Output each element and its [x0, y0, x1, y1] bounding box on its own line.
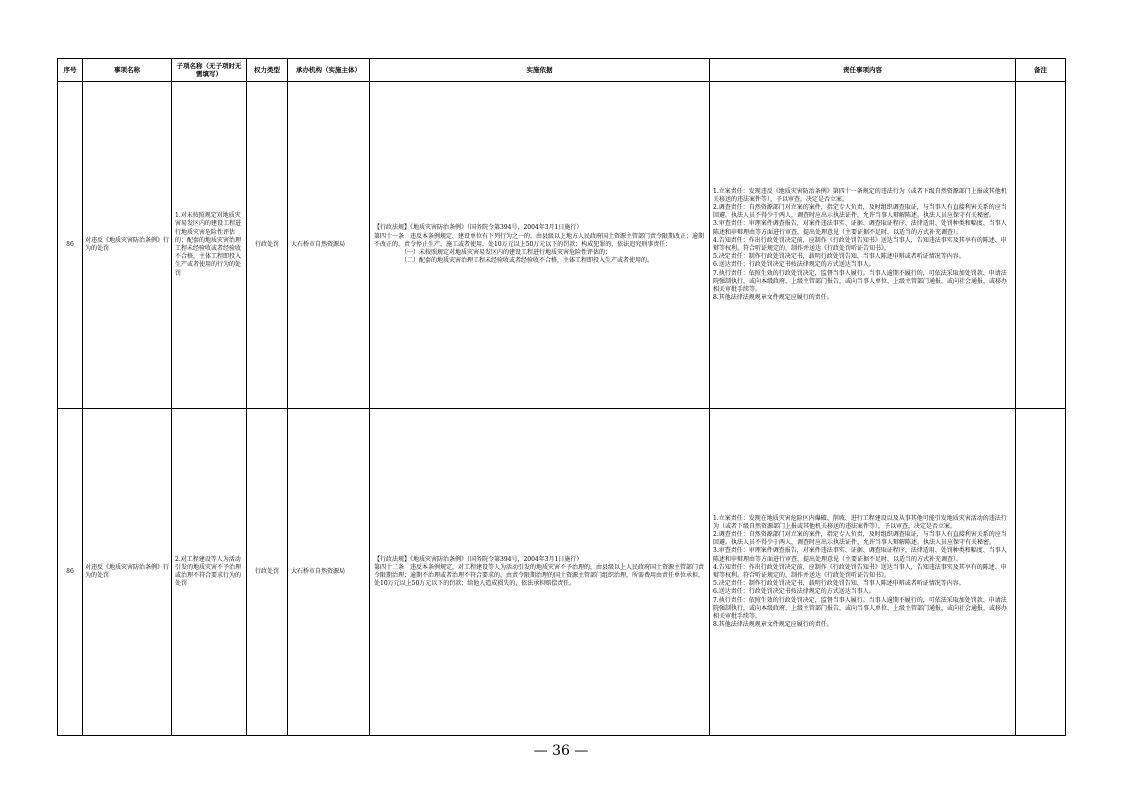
- header-no: 序号: [58, 59, 83, 82]
- cell-power-type: 行政处罚: [247, 82, 288, 409]
- table-row: [58, 409, 1066, 736]
- header-power-type: 权力类型: [247, 59, 288, 82]
- cell-remark: [1016, 82, 1066, 409]
- header-org: 承办机构（实施主体）: [288, 59, 370, 82]
- header-sub-item: 子项名称（无子项时无需填写）: [172, 59, 247, 82]
- cell-org: 大石桥市自然资源局: [288, 82, 370, 409]
- power-list-table: [57, 58, 1066, 736]
- cell-basis: 【行政法规】《地质灾害防治条例》（国务院令第394号，2004年3月1日施行） 第四十二条 违反本条例规定，对工程建设等人为活动引发的地质灾害不予治理的，由县级以上人民政府国土资源主管部门责令限期治理；逾期不治理或者治理不符合要求的，由责令限期治理的国土资源主管部门组织治理，所需费用由责任单位承担，处10万元以上50万元以下的罚款；给他人造成损失的，依法承担赔偿责任。: [370, 409, 710, 736]
- cell-item-name: 对违反《地质灾害防治条例》行为的处罚: [83, 409, 172, 736]
- page-number: — 36 —: [533, 743, 589, 759]
- cell-sub-item: 1.对未按照规定对地质灾害易发区内的建设工程进行地质灾害危险性评估的；配套的地质灾害治理工程未经验收或者经验收不合格，主体工程即投入生产或者使用的行为的处罚: [172, 82, 247, 409]
- cell-no: 86: [58, 82, 83, 409]
- cell-responsibility: 1.立案责任：发现违反《地质灾害防治条例》第四十一条规定的违法行为（或者下级自然资源部门上报或其他机关移送的违法案件等），予以审查，决定是否立案。 2.调查责任：自然资源部门对立案的案件，指定专人负责，及时组织调查取证，与当事人有直接利害关系的应当回避。执法人员不得少于两人，调查时应出示执法证件，允许当事人辩解陈述。执法人员应保守有关秘密。 3.审查责任：审理案件调查报告，对案件违法事实、证据、调查取证程序、法律适用、处罚种类和幅度、当事人陈述和申辩理由等方面进行审查，提出处理意见（主要证据不足时，以适当的方式补充调查）。 4.告知责任：作出行政处罚决定前，应制作《行政处罚告知书》送达当事人，告知违法事实及其享有的陈述、申辩等权利。符合听证规定的，制作并送达《行政处罚听证告知书》。 5.决定责任：制作行政处罚决定书，载明行政处罚告知、当事人陈述申辩或者听证情况等内容。 6.送达责任：行政处罚决定书按法律规定的方式送达当事人。 7.执行责任：依照生效的行政处罚决定，监督当事人履行。当事人逾期不履行的，可依法采取加处罚款、申请法院强制执行，或向本级政府、上级主管部门报告，或向当事人单位、上级主管部门通报，或向社会通报，或移办相关审批手续等。 8.其他法律法规规章文件规定应履行的责任。: [710, 82, 1016, 409]
- table-row: [58, 82, 1066, 409]
- cell-org: 大石桥市自然资源局: [288, 409, 370, 736]
- header-item-name: 事项名称: [83, 59, 172, 82]
- cell-item-name: 对违反《地质灾害防治条例》行为的处罚: [83, 82, 172, 409]
- cell-remark: [1016, 409, 1066, 736]
- cell-responsibility: 1.立案责任：发现在地质灾害危险区内爆破、削坡、进行工程建设以及从事其他可能引发地质灾害活动的违法行为（或者下级自然资源部门上报或其他机关移送的违法案件等），予以审查，决定是否立案。 2.调查责任：自然资源部门对立案的案件，指定专人负责，及时组织调查取证，与当事人有直接利害关系的应当回避。执法人员不得少于两人，调查时应出示执法证件，允许当事人辩解陈述。执法人员应保守有关秘密。 3.审查责任：审理案件调查报告，对案件违法事实、证据、调查取证程序、法律适用、处罚种类和幅度、当事人陈述和申辩理由等方面进行审查，提出处理意见（主要证据不足时，以适当的方式补充调查）。 4.告知责任：作出行政处罚决定前，应制作《行政处罚告知书》送达当事人，告知违法事实及其享有的陈述、申辩等权利。符合听证规定的，制作并送达《行政处罚听证告知书》。 5.决定责任：制作行政处罚决定书，载明行政处罚告知、当事人陈述申辩或者听证情况等内容。 6.送达责任：行政处罚决定书按法律规定的方式送达当事人。 7.执行责任：依照生效的行政处罚决定，监督当事人履行。当事人逾期不履行的，可依法采取加处罚款、申请法院强制执行，或向本级政府、上级主管部门报告，或向当事人单位、上级主管部门通报，或向社会通报，或移办相关审批手续等。 8.其他法律法规规章文件规定应履行的责任。: [710, 409, 1016, 736]
- cell-basis: 【行政法规】《地质灾害防治条例》（国务院令第394号，2004年3月1日施行） 第四十一条 违反本条例规定，建设单位有下列行为之一的，由县级以上地方人民政府国土资源主管部门责令限期改正；逾期不改正的，责令停止生产、施工或者使用，处10万元以上50万元以下的罚款；构成犯罪的，依法追究刑事责任： （一）未按照规定对地质灾害易发区内的建设工程进行地质灾害危险性评估的； （二）配套的地质灾害治理工程未经验收或者经验收不合格，主体工程即投入生产或者使用的。: [370, 82, 710, 409]
- cell-no: 86: [58, 409, 83, 736]
- header-basis: 实施依据: [370, 59, 710, 82]
- cell-power-type: 行政处罚: [247, 409, 288, 736]
- cell-sub-item: 2.对工程建设等人为活动引发的地质灾害不予治理或治理不符合要求行为的处罚: [172, 409, 247, 736]
- header-responsibility: 责任事项内容: [710, 59, 1016, 82]
- table-header-row: [58, 59, 1066, 82]
- header-remark: 备注: [1016, 59, 1066, 82]
